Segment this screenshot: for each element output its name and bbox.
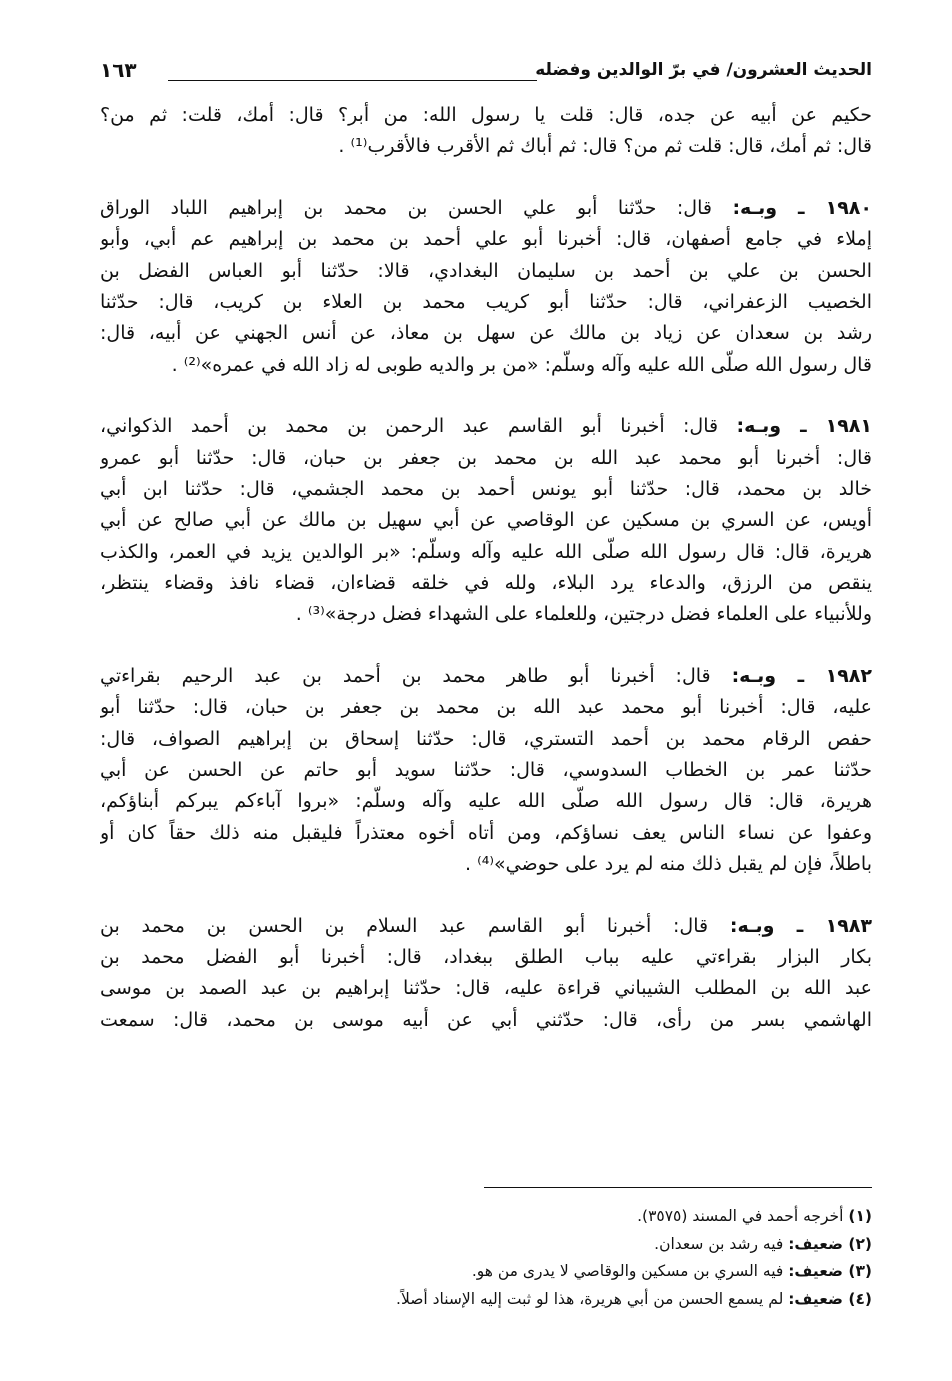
- line-text: باطلاً، فإن لم يقبل ذلك منه لم يرد على حوضي»⁽⁴⁾ .: [465, 853, 872, 876]
- text-line: [100, 661, 872, 692]
- text-line: [100, 973, 872, 1004]
- hadith-paragraph: [100, 911, 872, 1037]
- text-line: [100, 942, 872, 973]
- line-text: قال رسول الله صلّى الله عليه وآله وسلّم: «من بر والديه طوبى له زاد الله في عمره»⁽²⁾ .: [171, 353, 872, 376]
- hadith-paragraph: [100, 100, 872, 163]
- hadith-number: ١٩٨١ ـ وبـه:: [736, 415, 872, 438]
- text-line: [100, 724, 872, 755]
- line-text: هريرة، قال: قال رسول الله صلّى الله عليه وآله وسلّم: «بروا آباءكم يبركم أبناؤكم،: [100, 790, 872, 813]
- line-text: هريرة، قال: قال رسول الله صلّى الله عليه وآله وسلّم: «بر الوالدين يزيد في العمر، والكذب: [100, 540, 872, 563]
- footnote-label: (٢) ضعيف:: [788, 1234, 872, 1253]
- text-line: [100, 568, 872, 599]
- line-text: عليه، قال: أخبرنا أبو محمد عبد الله بن محمد بن جعفر بن حبان، قال: حدّثنا أبو: [100, 696, 872, 719]
- text-line: [100, 287, 872, 318]
- text-line: [100, 224, 872, 255]
- hadith-paragraph: [100, 193, 872, 381]
- footnote: [100, 1203, 872, 1231]
- text-line: [100, 474, 872, 505]
- line-text: رشد بن سعدان عن زياد بن مالك عن سهل بن معاذ، عن أنس الجهني عن أبيه، قال:: [100, 322, 872, 345]
- line-text: الحسن بن علي بن أحمد بن سليمان البغدادي، قالا: حدّثنا أبو العباس الفضل بن: [100, 259, 872, 282]
- text-line: [100, 505, 872, 536]
- text-line: [100, 256, 872, 287]
- hadith-number: ١٩٨٣ ـ وبـه:: [729, 914, 872, 937]
- text-line: [100, 849, 872, 880]
- page-header: [100, 58, 872, 90]
- footnote-rule: [484, 1187, 872, 1188]
- text-line: [100, 131, 872, 162]
- footnote-label: (٣) ضعيف:: [788, 1262, 872, 1280]
- text-line: [100, 350, 872, 381]
- line-text: أويس، عن السري بن مسكين عن الوقاصي عن أبي سهيل بن مالك عن أبي صالح عن أبي: [100, 509, 872, 532]
- text-line: [100, 193, 872, 224]
- text-line: [100, 100, 872, 131]
- text-line: [100, 692, 872, 723]
- text-line: [100, 318, 872, 349]
- line-text: خالد بن محمد، قال: حدّثنا أبو يونس أحمد بن محمد الجشمي، قال: حدّثنا ابن أبي: [100, 477, 872, 500]
- footnote-text: فيه رشد بن سعدان.: [654, 1234, 784, 1253]
- text-line: [100, 1005, 872, 1036]
- line-text: قال: أخبرنا أبو محمد عبد الله بن محمد بن جعفر بن حبان، قال: حدّثنا أبو عمرو: [100, 446, 872, 469]
- line-text: بكار البزار بقراءتي عليه بباب الطلق ببغداد، قال: أخبرنا أبو الفضل محمد بن: [100, 945, 872, 968]
- line-text: قال: أخبرنا أبو طاهر محمد بن أحمد بن عبد الرحيم بقراءتي: [100, 664, 711, 687]
- text-line: [100, 818, 872, 849]
- page-body: [100, 100, 872, 1066]
- text-line: [100, 911, 872, 942]
- line-text: حدّثنا عمر بن الخطاب السدوسي، قال: حدّثنا سويد أبو حاتم عن الحسن عن أبي: [100, 759, 872, 782]
- text-line: [100, 599, 872, 630]
- line-text: حفص الرقام محمد بن أحمد التستري، قال: حدّثنا إسحاق بن إبراهيم الصواف، قال:: [100, 727, 872, 750]
- running-title: الحديث العشرون/ في برّ الوالدين وفضله: [535, 60, 872, 80]
- line-text: وعفوا عن نساء الناس يعف نساؤكم، ومن أتاه أخوه معتذراً فليقبل منه ذلك حقاً كان أو: [100, 821, 872, 844]
- line-text: الهاشمي بسر من رأى، قال: حدّثني أبي عن أبيه موسى بن محمد، قال: سمعت: [100, 1008, 872, 1031]
- line-text: حكيم عن أبيه عن جده، قال: قلت يا رسول الله: من أبر؟ قال: أمك، قلت: ثم من؟: [100, 104, 872, 126]
- line-text: وللأنبياء على العلماء فضل درجتين، وللعلماء على الشهداء فضل درجة»⁽³⁾ .: [295, 603, 872, 626]
- text-line: [100, 755, 872, 786]
- footnote: [100, 1258, 872, 1286]
- hadith-paragraph: [100, 661, 872, 881]
- line-text: عبد الله بن المطلب الشيباني قراءة عليه، قال: حدّثنا إبراهيم بن عبد الصمد بن موسى: [100, 977, 872, 1000]
- page-number: ١٦٣: [100, 58, 137, 82]
- line-text: قال: أخبرنا أبو القاسم عبد السلام بن الحسن بن محمد بن: [100, 914, 709, 937]
- footnote: [100, 1286, 872, 1314]
- line-text: قال: ثم أمك، قال: قلت ثم من؟ قال: ثم أباك ثم الأقرب فالأقرب⁽¹⁾ .: [338, 135, 872, 158]
- header-rule: [168, 80, 537, 81]
- text-line: [100, 537, 872, 568]
- hadith-number: ١٩٨٠ ـ وبـه:: [732, 196, 872, 219]
- footnote-text: أخرجه أحمد في المسند (٣٥٧٥).: [637, 1207, 844, 1225]
- footnote: [100, 1231, 872, 1259]
- hadith-number: ١٩٨٢ ـ وبـه:: [731, 664, 872, 687]
- footnote-label: (٤) ضعيف:: [788, 1289, 872, 1308]
- line-text: قال: حدّثنا أبو علي الحسن بن محمد بن إبراهيم اللباد الوراق: [100, 196, 712, 219]
- text-line: [100, 443, 872, 474]
- line-text: الخصيب الزعفراني، قال: حدّثنا أبو كريب محمد بن العلاء بن كريب، قال: حدّثنا: [100, 290, 872, 313]
- hadith-paragraph: [100, 411, 872, 631]
- text-line: [100, 786, 872, 817]
- footnote-text: لم يسمع الحسن من أبي هريرة، هذا لو ثبت إليه الإسناد أصلاً.: [396, 1289, 784, 1308]
- footnotes: [100, 1203, 872, 1313]
- line-text: إملاء في جامع أصفهان، قال: أخبرنا أبو علي أحمد بن محمد بن إبراهيم عم أبي، وأبو: [100, 228, 872, 251]
- footnote-label: (١): [848, 1207, 872, 1225]
- line-text: ينقص من الرزق، والدعاء يرد البلاء، ولله في خلقه قضاءان، قضاء نافذ وقضاء ينتظر،: [100, 572, 872, 595]
- text-line: [100, 411, 872, 442]
- footnote-text: فيه السري بن مسكين والوقاصي لا يدرى من هو.: [471, 1262, 784, 1280]
- line-text: قال: أخبرنا أبو القاسم عبد الرحمن بن محمد بن أحمد الذكواني،: [100, 415, 719, 438]
